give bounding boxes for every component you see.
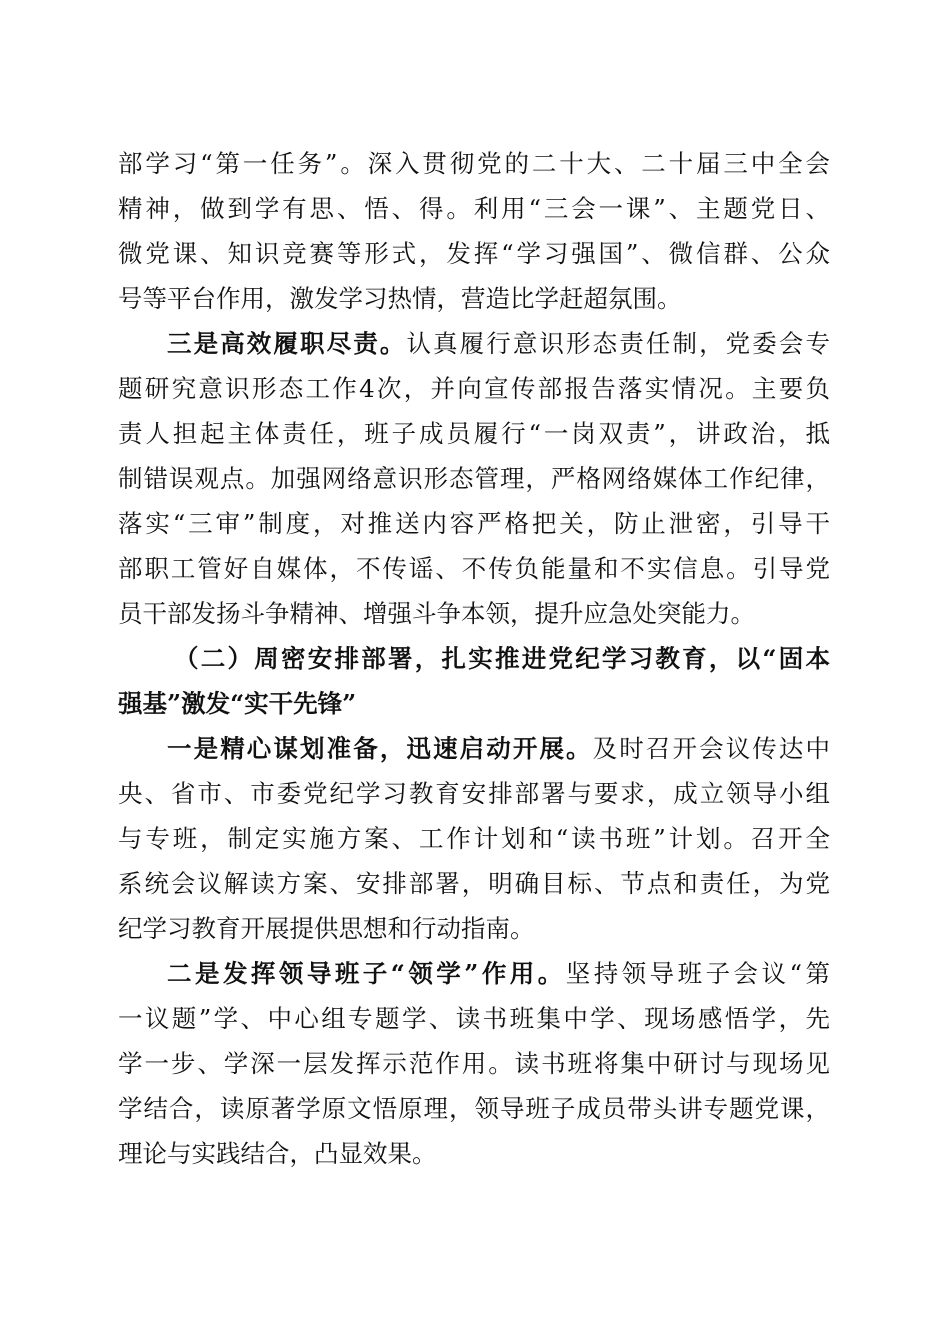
text-line [118,951,830,996]
paragraph-2 [118,321,830,636]
paragraph-lead: 一是精心谋划准备，迅速启动开展。 [167,734,593,763]
paragraph-3 [118,726,830,951]
paragraph-4 [118,951,830,1176]
text-line: 部学习“第一任务”。深入贯彻党的二十大、二十届三中全会 [118,149,830,178]
text-line: 题研究意识形态工作4次，并向宣传部报告落实情况。主要负 [118,374,830,403]
document-page [118,141,830,1176]
text-line: 责人担起主体责任，班子成员履行“一岗双责”，讲政治，抵 [118,419,830,448]
text-line: 学一步、学深一层发挥示范作用。读书班将集中研讨与现场见 [118,1049,830,1078]
paragraph-text: 认真履行意识形态责任制，党委会专 [406,329,830,358]
paragraph-1 [118,141,830,321]
paragraph-text: 坚持领导班子会议“第 [565,959,830,988]
heading-line: （二）周密安排部署，扎实推进党纪学习教育，以“固本 [174,644,830,673]
text-line: 理论与实践结合，凸显效果。 [118,1139,437,1168]
text-line: 学结合，读原著学原文悟原理，领导班子成员带头讲专题党课， [118,1094,830,1123]
text-line: 系统会议解读方案、安排部署，明确目标、节点和责任，为党 [118,869,830,898]
text-line: 精神，做到学有思、悟、得。利用“三会一课”、主题党日、 [118,194,830,223]
text-line: 落实“三审”制度，对推送内容严格把关，防止泄密，引导干 [118,509,830,538]
text-line [118,321,830,366]
paragraph-lead: 三是高效履职尽责。 [167,329,407,358]
text-line: 央、省市、市委党纪学习教育安排部署与要求，成立领导小组 [118,779,830,808]
paragraph-lead: 二是发挥领导班子“领学”作用。 [167,959,566,988]
section-heading [118,636,830,726]
heading-line: 强基”激发“实干先锋” [118,689,357,718]
text-line: 与专班，制定实施方案、工作计划和“读书班”计划。召开全 [118,824,830,853]
text-line [118,726,830,771]
text-line: 制错误观点。加强网络意识形态管理，严格网络媒体工作纪律， [118,464,830,493]
text-line: 号等平台作用，激发学习热情，营造比学赶超氛围。 [118,284,682,313]
paragraph-text: 及时召开会议传达中 [592,734,831,763]
text-line: 部职工管好自媒体，不传谣、不传负能量和不实信息。引导党 [118,554,830,583]
text-line: 一议题”学、中心组专题学、读书班集中学、现场感悟学，先 [118,1004,830,1033]
text-line: 微党课、知识竞赛等形式，发挥“学习强国”、微信群、公众 [118,239,830,268]
text-line: 员干部发扬斗争精神、增强斗争本领，提升应急处突能力。 [118,599,755,628]
text-line: 纪学习教育开展提供思想和行动指南。 [118,914,535,943]
